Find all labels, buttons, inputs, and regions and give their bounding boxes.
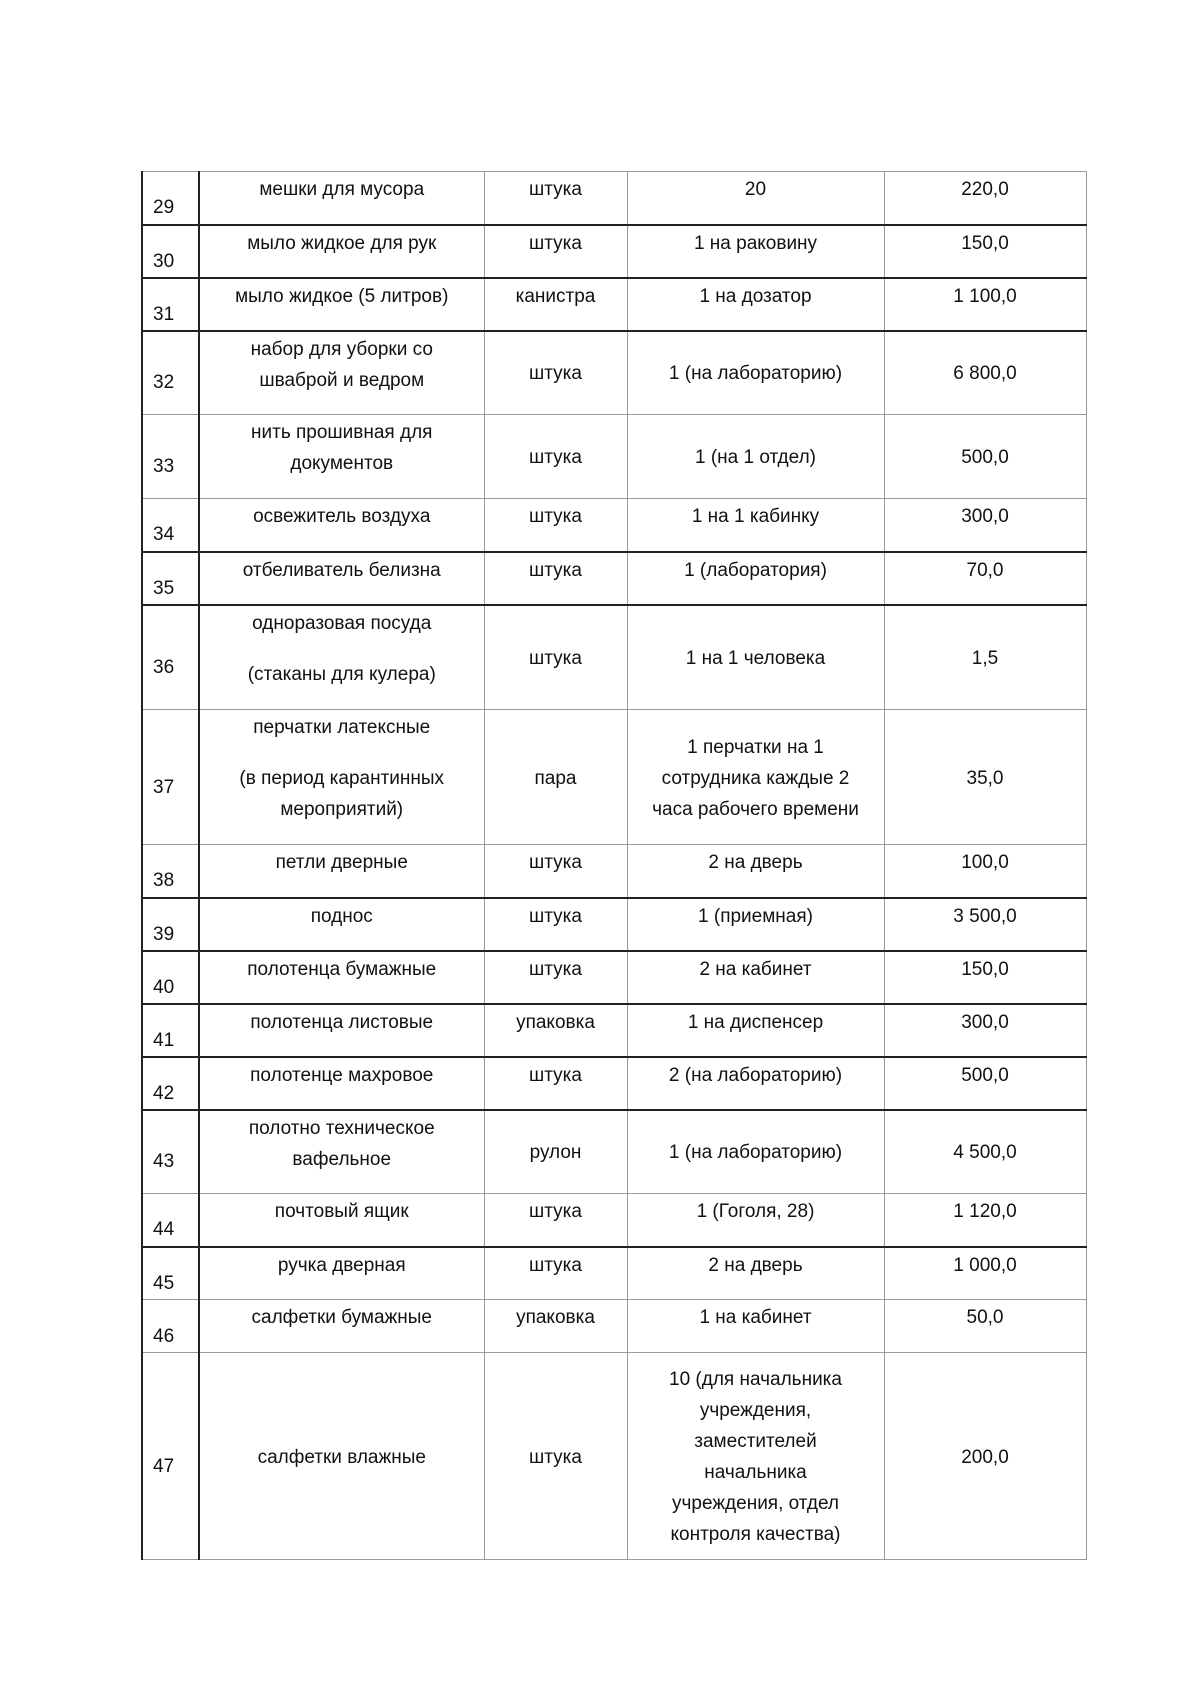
row-number-text: 39 <box>153 923 175 945</box>
item-name <box>199 605 484 710</box>
unit-of-measure: штука <box>484 845 627 898</box>
quantity-norm-line: 1 на дозатор <box>699 285 812 307</box>
quantity-norm-line: 1 перчатки на 1 <box>687 736 824 758</box>
quantity-norm <box>627 1004 884 1057</box>
row-number <box>142 845 199 898</box>
row-number-text: 44 <box>153 1219 175 1241</box>
price: 35,0 <box>884 710 1086 845</box>
price: 6 800,0 <box>884 331 1086 415</box>
item-name-line: (в период карантинных <box>239 768 445 789</box>
item-name-line: мыло жидкое для рук <box>247 232 437 254</box>
item-name-line: петли дверные <box>275 852 408 873</box>
item-name-line: полотенца листовые <box>250 1011 434 1033</box>
table-row <box>142 898 1086 951</box>
item-name-line: перчатки латексные <box>253 717 431 738</box>
item-name <box>199 1353 484 1560</box>
price: 1,5 <box>884 605 1086 710</box>
price: 4 500,0 <box>884 1110 1086 1194</box>
quantity-norm-line: заместителей <box>694 1431 817 1452</box>
quantity-norm-line: 1 (на лабораторию) <box>668 1142 843 1164</box>
unit-of-measure: штука <box>484 225 627 278</box>
item-name-line: документов <box>290 453 394 474</box>
item-name-line: нить прошивная для <box>251 422 433 443</box>
row-number <box>142 898 199 951</box>
table-row <box>142 1057 1086 1110</box>
price: 1 100,0 <box>884 278 1086 331</box>
quantity-norm-line: 10 (для начальника <box>669 1369 842 1390</box>
unit-of-measure: рулон <box>484 1110 627 1194</box>
unit-of-measure: штука <box>484 1194 627 1247</box>
item-name-line: освежитель воздуха <box>253 506 431 527</box>
row-number-text: 33 <box>153 456 175 477</box>
quantity-norm-line: сотрудника каждые 2 <box>661 767 850 789</box>
quantity-norm <box>627 1247 884 1300</box>
row-number-text: 37 <box>153 776 175 798</box>
quantity-norm <box>627 710 884 845</box>
item-name <box>199 898 484 951</box>
unit-of-measure: штука <box>484 415 627 499</box>
price: 150,0 <box>884 225 1086 278</box>
unit-of-measure: канистра <box>484 278 627 331</box>
row-number <box>142 331 199 415</box>
item-name <box>199 1057 484 1110</box>
item-name <box>199 415 484 499</box>
item-name-line: ручка дверная <box>277 1254 406 1276</box>
table-row <box>142 172 1086 225</box>
item-name <box>199 710 484 845</box>
price: 300,0 <box>884 499 1086 552</box>
item-name <box>199 552 484 605</box>
table-row <box>142 1247 1086 1300</box>
quantity-norm <box>627 552 884 605</box>
row-number <box>142 499 199 552</box>
item-name-line: мыло жидкое (5 литров) <box>235 285 449 307</box>
quantity-norm-line: 2 на дверь <box>708 852 803 873</box>
quantity-norm <box>627 898 884 951</box>
row-number-text: 41 <box>153 1029 175 1051</box>
quantity-norm-line: 1 на 1 человека <box>685 647 826 669</box>
table-row <box>142 499 1086 552</box>
table-row <box>142 278 1086 331</box>
quantity-norm-line: начальника <box>704 1462 807 1483</box>
row-number-text: 34 <box>153 524 175 546</box>
table-row <box>142 1004 1086 1057</box>
table-row <box>142 845 1086 898</box>
quantity-norm-line: 1 (на 1 отдел) <box>694 447 816 468</box>
row-number <box>142 278 199 331</box>
unit-of-measure: штука <box>484 951 627 1004</box>
quantity-norm-line: 1 на 1 кабинку <box>691 506 820 527</box>
item-name <box>199 278 484 331</box>
quantity-norm-line: 1 на диспенсер <box>687 1011 824 1033</box>
quantity-norm-line: 2 (на лабораторию) <box>668 1064 843 1086</box>
quantity-norm <box>627 331 884 415</box>
unit-of-measure: штука <box>484 552 627 605</box>
unit-of-measure: штука <box>484 499 627 552</box>
supplies-norms-table <box>141 171 1087 1560</box>
quantity-norm <box>627 278 884 331</box>
row-number-text: 45 <box>153 1272 175 1294</box>
table-row <box>142 552 1086 605</box>
quantity-norm <box>627 605 884 710</box>
table-row <box>142 331 1086 415</box>
quantity-norm <box>627 1110 884 1194</box>
table-row <box>142 951 1086 1004</box>
item-name-line: поднос <box>310 905 373 927</box>
table-row <box>142 225 1086 278</box>
row-number-text: 35 <box>153 577 175 599</box>
price: 300,0 <box>884 1004 1086 1057</box>
item-name <box>199 1004 484 1057</box>
item-name-line: шваброй и ведром <box>259 369 425 391</box>
line-gap <box>206 743 478 763</box>
item-name-line: мешки для мусора <box>259 179 425 200</box>
row-number <box>142 225 199 278</box>
quantity-norm <box>627 499 884 552</box>
row-number <box>142 1110 199 1194</box>
table-row <box>142 710 1086 845</box>
row-number <box>142 1057 199 1110</box>
price: 500,0 <box>884 415 1086 499</box>
unit-of-measure: штука <box>484 1057 627 1110</box>
quantity-norm-line: учреждения, отдел <box>672 1493 839 1514</box>
row-number-text: 30 <box>153 250 175 272</box>
quantity-norm <box>627 845 884 898</box>
item-name-line: одноразовая посуда <box>252 612 432 634</box>
price: 70,0 <box>884 552 1086 605</box>
unit-of-measure: штука <box>484 1353 627 1560</box>
row-number-text: 46 <box>153 1325 175 1347</box>
quantity-norm-line: 1 на кабинет <box>699 1307 812 1328</box>
price: 200,0 <box>884 1353 1086 1560</box>
row-number-text: 40 <box>153 976 175 998</box>
item-name <box>199 331 484 415</box>
unit-of-measure: штука <box>484 172 627 225</box>
price: 220,0 <box>884 172 1086 225</box>
quantity-norm-line: 1 на раковину <box>693 232 818 254</box>
item-name <box>199 845 484 898</box>
row-number-text: 32 <box>153 372 175 394</box>
price: 150,0 <box>884 951 1086 1004</box>
row-number <box>142 605 199 710</box>
item-name <box>199 499 484 552</box>
quantity-norm <box>627 225 884 278</box>
unit-of-measure: штука <box>484 898 627 951</box>
price: 3 500,0 <box>884 898 1086 951</box>
quantity-norm-line: учреждения, <box>699 1400 812 1421</box>
item-name-line: (стаканы для кулера) <box>247 663 436 685</box>
table-row <box>142 415 1086 499</box>
quantity-norm-line: 1 (лаборатория) <box>684 559 827 581</box>
row-number-text: 38 <box>153 870 175 892</box>
item-name-line: отбеливатель белизна <box>242 559 441 581</box>
row-number-text: 42 <box>153 1082 175 1104</box>
item-name <box>199 1247 484 1300</box>
row-number-text: 31 <box>153 303 175 325</box>
quantity-norm-line: часа рабочего времени <box>652 798 859 820</box>
quantity-norm-line: 1 (Гоголя, 28) <box>696 1201 815 1222</box>
table-body <box>142 172 1086 1560</box>
row-number <box>142 951 199 1004</box>
item-name <box>199 225 484 278</box>
item-name <box>199 951 484 1004</box>
row-number <box>142 1004 199 1057</box>
item-name-line: полотенца бумажные <box>247 958 437 980</box>
item-name-line: салфетки бумажные <box>251 1307 432 1328</box>
quantity-norm-line: 2 на кабинет <box>699 958 812 980</box>
price: 100,0 <box>884 845 1086 898</box>
item-name-line: набор для уборки со <box>250 338 433 360</box>
item-name <box>199 172 484 225</box>
item-name <box>199 1300 484 1353</box>
quantity-norm-line: 2 на дверь <box>708 1254 803 1276</box>
item-name-line: почтовый ящик <box>274 1201 409 1222</box>
unit-of-measure: штука <box>484 605 627 710</box>
table-row <box>142 1110 1086 1194</box>
quantity-norm <box>627 172 884 225</box>
quantity-norm-line: 1 (приемная) <box>698 905 813 927</box>
row-number <box>142 552 199 605</box>
quantity-norm <box>627 415 884 499</box>
price: 50,0 <box>884 1300 1086 1353</box>
item-name-line: вафельное <box>292 1148 392 1170</box>
row-number-text: 47 <box>153 1455 175 1477</box>
item-name-line: мероприятий) <box>280 799 404 820</box>
unit-of-measure: упаковка <box>484 1004 627 1057</box>
price: 1 000,0 <box>884 1247 1086 1300</box>
table-row <box>142 1353 1086 1560</box>
item-name-line: салфетки влажные <box>257 1446 426 1468</box>
row-number <box>142 1194 199 1247</box>
quantity-norm-line: контроля качества) <box>670 1524 841 1545</box>
item-name <box>199 1194 484 1247</box>
unit-of-measure: штука <box>484 1247 627 1300</box>
quantity-norm <box>627 1057 884 1110</box>
unit-of-measure: упаковка <box>484 1300 627 1353</box>
row-number <box>142 1300 199 1353</box>
row-number-text: 36 <box>153 656 175 678</box>
row-number <box>142 710 199 845</box>
quantity-norm-line: 20 <box>744 179 767 200</box>
table-row <box>142 605 1086 710</box>
item-name <box>199 1110 484 1194</box>
row-number-text: 43 <box>153 1151 175 1173</box>
unit-of-measure: штука <box>484 331 627 415</box>
quantity-norm <box>627 951 884 1004</box>
row-number-text: 29 <box>153 197 175 219</box>
price: 500,0 <box>884 1057 1086 1110</box>
row-number <box>142 1247 199 1300</box>
row-number <box>142 1353 199 1560</box>
quantity-norm <box>627 1194 884 1247</box>
row-number <box>142 415 199 499</box>
price: 1 120,0 <box>884 1194 1086 1247</box>
row-number <box>142 172 199 225</box>
quantity-norm-line: 1 (на лабораторию) <box>668 363 843 385</box>
table-row <box>142 1194 1086 1247</box>
item-name-line: полотенце махровое <box>250 1064 434 1086</box>
quantity-norm <box>627 1353 884 1560</box>
line-gap <box>206 639 478 659</box>
item-name-line: полотно техническое <box>248 1117 435 1139</box>
quantity-norm <box>627 1300 884 1353</box>
table-row <box>142 1300 1086 1353</box>
unit-of-measure: пара <box>484 710 627 845</box>
